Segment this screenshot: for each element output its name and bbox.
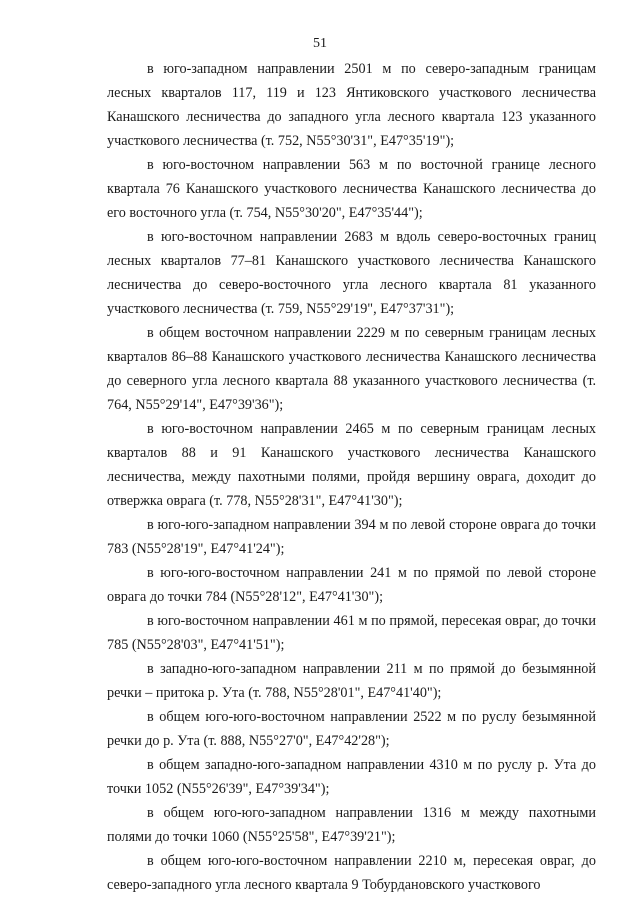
paragraph: в юго-восточном направлении 563 м по восточной границе лесного квартала 76 Канашского участкового лесничества Канашского лесничества до его восточного угла (т. 754, N55°30'20", E47°35'44"); (107, 157, 596, 221)
paragraph: в юго-юго-западном направлении 394 м по левой стороне оврага до точки 783 (N55°28'19", E47°41'24"); (107, 517, 596, 557)
paragraph: в западно-юго-западном направлении 211 м по прямой до безымянной речки – притока р. Ута (т. 788, N55°28'01", E47°41'40"); (107, 661, 596, 701)
page-number: 51 (313, 36, 327, 51)
paragraph: в общем юго-юго-восточном направлении 2522 м по руслу безымянной речки до р. Ута (т. 888, N55°27'0", E47°42'28"); (107, 709, 596, 749)
paragraph: в юго-восточном направлении 2683 м вдоль северо-восточных границ лесных кварталов 77–81 Канашского участкового лесничества Канашского лесничества до северо-восточного угла лесного квартала 81 указанного участкового лесничества (т. 759, N55°29'19", E47°37'31"); (107, 229, 596, 317)
document-body (107, 57, 596, 897)
paragraph: в общем юго-юго-восточном направлении 2210 м, пересекая овраг, до северо-западного угла лесного квартала 9 Тобурдановского участкового (107, 853, 596, 893)
paragraph: в общем западно-юго-западном направлении 4310 м по руслу р. Ута до точки 1052 (N55°26'39", E47°39'34"); (107, 757, 596, 797)
paragraph: в юго-восточном направлении 2465 м по северным границам лесных кварталов 88 и 91 Канашского участкового лесничества Канашского лесничества, между пахотными полями, пройдя вершину оврага, доходит до отвержка оврага (т. 778, N55°28'31", E47°41'30"); (107, 421, 596, 509)
paragraph: в общем юго-юго-западном направлении 1316 м между пахотными полями до точки 1060 (N55°25'58", E47°39'21"); (107, 805, 596, 845)
paragraph: в юго-западном направлении 2501 м по северо-западным границам лесных кварталов 117, 119 и 123 Янтиковского участкового лесничества Канашского лесничества до западного угла лесного квартала 123 указанного участкового лесничества (т. 752, N55°30'31", E47°35'19"); (107, 61, 596, 149)
paragraph: в общем восточном направлении 2229 м по северным границам лесных кварталов 86–88 Канашского участкового лесничества Канашского лесничества до северного угла лесного квартала 88 указанного участкового лесничества (т. 764, N55°29'14", E47°39'36"); (107, 325, 596, 413)
paragraph: в юго-юго-восточном направлении 241 м по прямой по левой стороне оврага до точки 784 (N55°28'12", E47°41'30"); (107, 565, 596, 605)
paragraph: в юго-восточном направлении 461 м по прямой, пересекая овраг, до точки 785 (N55°28'03", E47°41'51"); (107, 613, 596, 653)
